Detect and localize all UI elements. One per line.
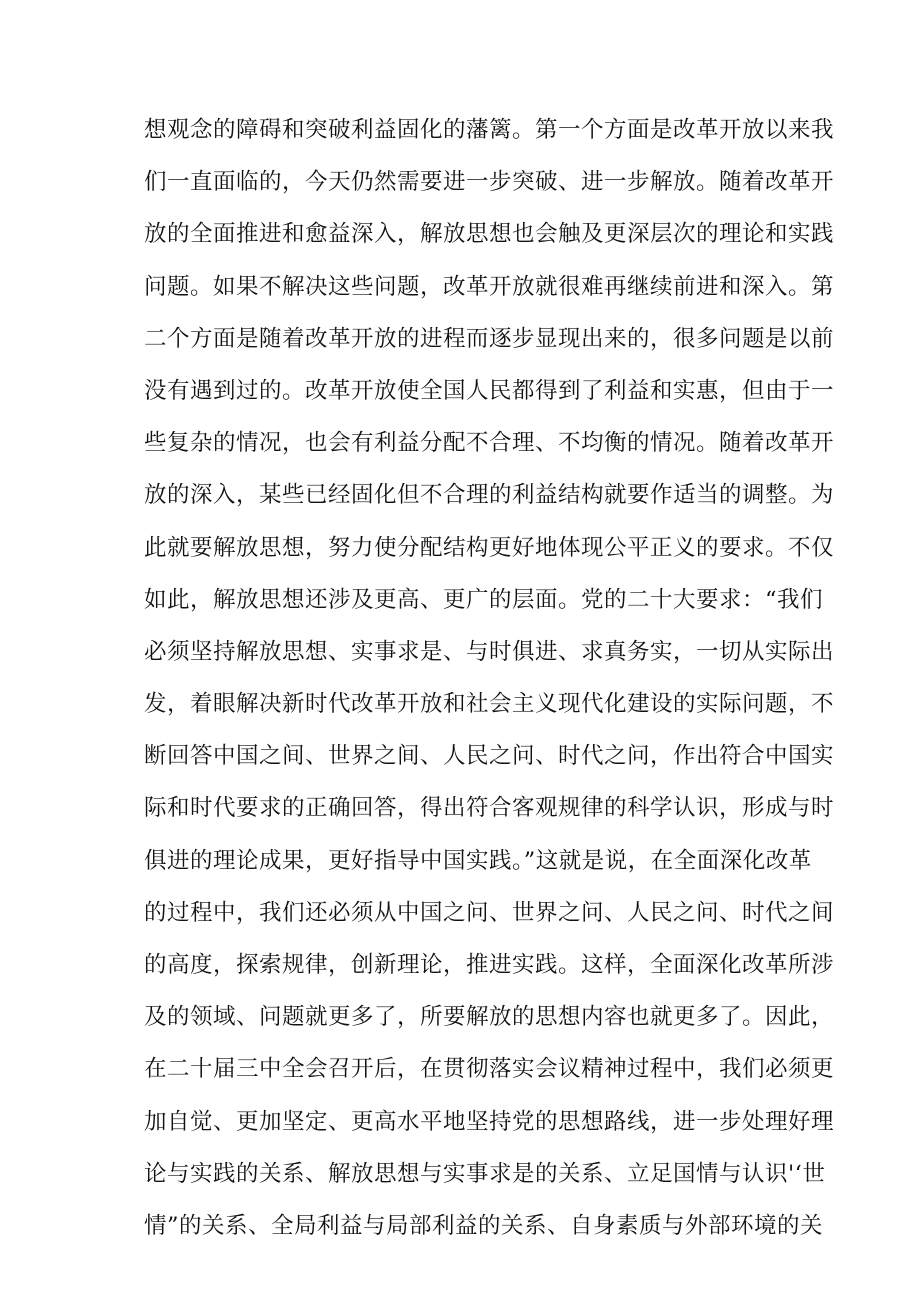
text-line-11: 必须坚持解放思想、实事求是、与时俱进、求真务实，一切从实际出 [144, 638, 835, 665]
text-line-1: 想观念的障碍和突破利益固化的藩篱。第一个方面是改革开放以来我 [144, 117, 835, 143]
text-line-7: 些复杂的情况，也会有利益分配不合理、不均衡的情况。随着改革开 [144, 430, 835, 457]
text-line-4: 问题。如果不解决这些问题，改革开放就很难再继续前进和深入。第 [144, 273, 835, 300]
body-paragraph [144, 104, 835, 1252]
text-line-9: 此就要解放思想，努力使分配结构更好地体现公平正义的要求。不仅 [144, 534, 835, 561]
text-line-12: 发，着眼解决新时代改革开放和社会主义现代化建设的实际问题，不 [144, 691, 835, 718]
text-line-19: 在二十届三中全会召开后，在贯彻落实会议精神过程中，我们必须更 [144, 1056, 835, 1083]
text-line-6: 没有遇到过的。改革开放使全国人民都得到了利益和实惠，但由于一 [144, 377, 835, 404]
text-line-10: 如此，解放思想还涉及更高、更广的层面。党的二十大要求：“我们 [144, 586, 824, 613]
text-line-3: 放的全面推进和愈益深入，解放思想也会触及更深层次的理论和实践 [144, 221, 835, 248]
text-line-8: 放的深入，某些已经固化但不合理的利益结构就要作适当的调整。为 [144, 482, 835, 509]
text-line-2: 们一直面临的，今天仍然需要进一步突破、进一步解放。随着改革开 [144, 169, 835, 196]
text-line-22: 情”的关系、全局利益与局部利益的关系、自身素质与外部环境的关 [144, 1212, 824, 1239]
text-line-15: 俱进的理论成果，更好指导中国实践。”这就是说，在全面深化改革 [144, 847, 812, 874]
text-line-21: 论与实践的关系、解放思想与实事求是的关系、立足国情与认识'‘世 [144, 1160, 826, 1187]
text-line-17: 的高度，探索规律，创新理论，推进实践。这样，全面深化改革所涉 [144, 952, 835, 978]
text-line-14: 际和时代要求的正确回答，得出符合客观规律的科学认识，形成与时 [144, 795, 835, 822]
text-line-13: 断回答中国之间、世界之间、人民之问、时代之问，作出符合中国实 [144, 743, 835, 770]
text-line-5: 二个方面是随着改革开放的进程而逐步显现出来的，很多问题是以前 [144, 325, 835, 352]
text-line-18: 及的领域、问题就更多了，所要解放的思想内容也就更多了。因此， [144, 1004, 835, 1031]
text-line-20: 加自觉、更加坚定、更高水平地坚持党的思想路线，进一步处理好理 [144, 1108, 835, 1135]
text-line-16: 的过程中，我们还必须从中国之问、世界之问、人民之问、时代之间 [144, 899, 835, 926]
